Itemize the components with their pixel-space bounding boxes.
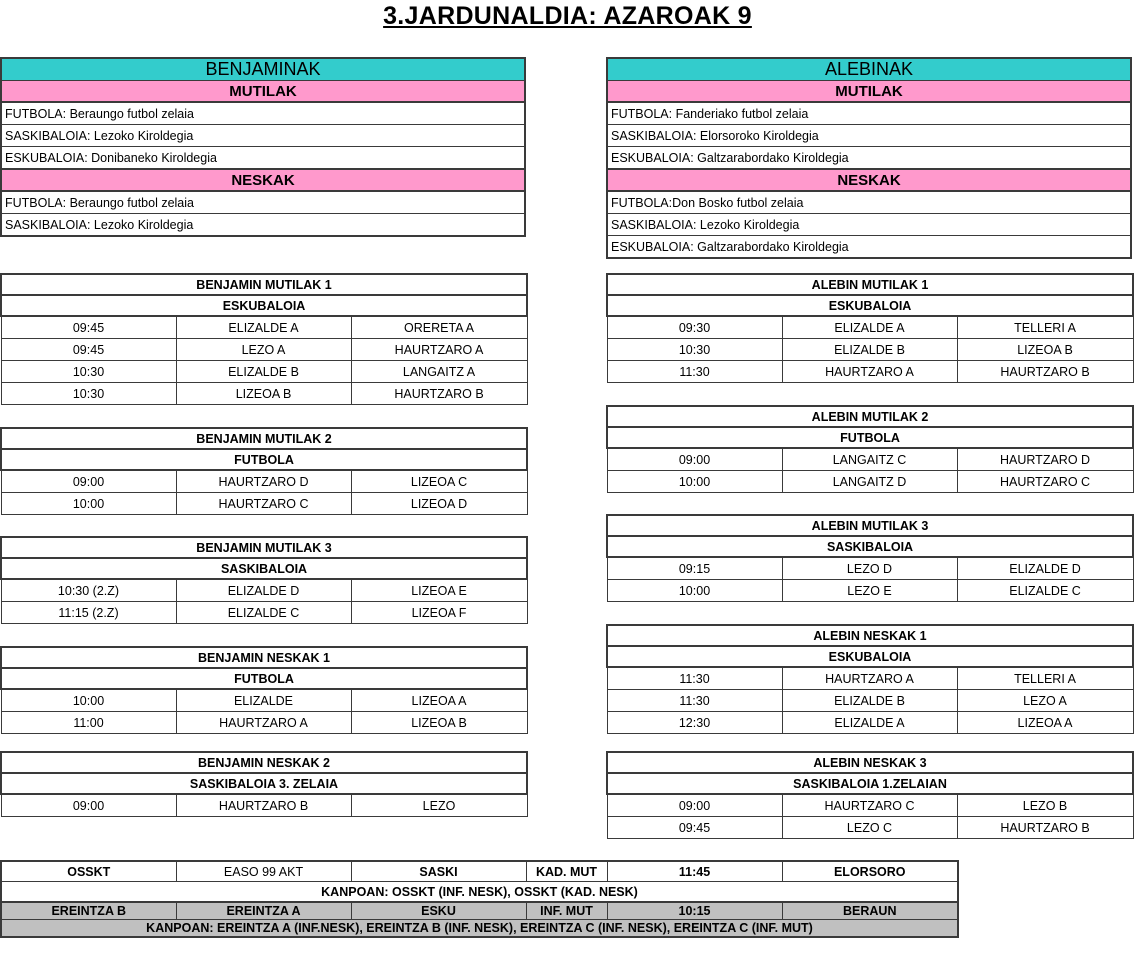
match-time: 09:00	[1, 470, 176, 493]
away-team: HAURTZARO B	[351, 383, 527, 405]
table-cell: SASKI	[351, 861, 526, 882]
home-team: HAURTZARO A	[176, 712, 351, 734]
away-team: LIZEOA A	[957, 712, 1133, 734]
venue-line: ESKUBALOIA: Donibaneko Kiroldegia	[1, 147, 525, 170]
table-row	[607, 690, 1133, 712]
venue-line: SASKIBALOIA: Lezoko Kiroldegia	[1, 214, 525, 237]
schedule-alebin-mutilak-2	[606, 405, 1134, 493]
table-row	[1, 579, 527, 602]
table-cell: ELORSORO	[782, 861, 958, 882]
table-row	[607, 471, 1133, 493]
schedule-benjamin-mutilak-3	[0, 536, 528, 624]
table-cell: EREINTZA A	[176, 902, 351, 920]
table-row	[1, 794, 527, 817]
external-row	[1, 902, 958, 920]
match-time: 12:30	[607, 712, 782, 734]
match-time: 11:30	[607, 361, 782, 383]
external-row	[1, 861, 958, 882]
table-row	[607, 316, 1133, 339]
away-team: HAURTZARO D	[957, 448, 1133, 471]
schedule-title: BENJAMIN MUTILAK 1	[1, 274, 527, 295]
table-row	[1, 316, 527, 339]
schedule-sport: FUTBOLA	[1, 668, 527, 689]
away-team: LIZEOA A	[351, 689, 527, 712]
schedule-sport: ESKUBALOIA	[607, 295, 1133, 316]
home-team: ELIZALDE	[176, 689, 351, 712]
schedule-benjamin-neskak-1	[0, 646, 528, 734]
home-team: LANGAITZ D	[782, 471, 957, 493]
away-team: ELIZALDE C	[957, 580, 1133, 602]
home-team: ELIZALDE B	[782, 339, 957, 361]
schedule-benjamin-mutilak-2	[0, 427, 528, 515]
page-title: 3.JARDUNALDIA: AZAROAK 9	[383, 2, 752, 30]
match-time: 11:15 (2.Z)	[1, 602, 176, 624]
schedule-title: BENJAMIN MUTILAK 3	[1, 537, 527, 558]
away-team: TELLERI A	[957, 316, 1133, 339]
venue-line: SASKIBALOIA: Lezoko Kiroldegia	[1, 125, 525, 147]
home-team: ELIZALDE A	[176, 316, 351, 339]
home-team: HAURTZARO B	[176, 794, 351, 817]
away-team: LIZEOA C	[351, 470, 527, 493]
table-cell: 11:45	[607, 861, 782, 882]
away-team: LEZO A	[957, 690, 1133, 712]
schedule-alebin-neskak-3	[606, 751, 1134, 839]
table-row	[607, 712, 1133, 734]
venue-line: ESKUBALOIA: Galtzarabordako Kiroldegia	[607, 236, 1131, 259]
venues-benjaminak	[0, 57, 526, 237]
home-team: ELIZALDE C	[176, 602, 351, 624]
table-row	[607, 794, 1133, 817]
match-time: 10:30 (2.Z)	[1, 579, 176, 602]
schedule-title: BENJAMIN NESKAK 2	[1, 752, 527, 773]
match-time: 10:00	[607, 580, 782, 602]
table-row	[1, 339, 527, 361]
away-team: LANGAITZ A	[351, 361, 527, 383]
away-team: ELIZALDE D	[957, 557, 1133, 580]
away-note: KANPOAN: OSSKT (INF. NESK), OSSKT (KAD. NESK)	[1, 882, 958, 903]
schedule-title: BENJAMIN MUTILAK 2	[1, 428, 527, 449]
schedule-title: ALEBIN NESKAK 1	[607, 625, 1133, 646]
home-team: LEZO E	[782, 580, 957, 602]
table-row	[607, 339, 1133, 361]
schedule-title: ALEBIN NESKAK 3	[607, 752, 1133, 773]
match-time: 09:45	[607, 817, 782, 839]
away-note: KANPOAN: EREINTZA A (INF.NESK), EREINTZA B (INF. NESK), EREINTZA C (INF. NESK), EREINTZA C (INF. MUT)	[1, 920, 958, 938]
match-time: 10:00	[1, 689, 176, 712]
schedule-alebin-mutilak-3	[606, 514, 1134, 602]
home-team: HAURTZARO D	[176, 470, 351, 493]
external-note-row	[1, 882, 958, 903]
away-team: LIZEOA D	[351, 493, 527, 515]
match-time: 10:30	[1, 383, 176, 405]
away-team: LIZEOA B	[351, 712, 527, 734]
home-team: LEZO A	[176, 339, 351, 361]
schedule-benjamin-mutilak-1	[0, 273, 528, 405]
venue-line: FUTBOLA:Don Bosko futbol zelaia	[611, 195, 804, 210]
match-time: 09:45	[1, 316, 176, 339]
venues-alebinak	[606, 57, 1132, 259]
away-team: LIZEOA B	[957, 339, 1133, 361]
table-cell: ESKU	[351, 902, 526, 920]
home-team: HAURTZARO C	[782, 794, 957, 817]
away-team: HAURTZARO B	[957, 361, 1133, 383]
schedule-title: ALEBIN MUTILAK 1	[607, 274, 1133, 295]
away-team: HAURTZARO B	[957, 817, 1133, 839]
home-team: LANGAITZ C	[782, 448, 957, 471]
table-row	[607, 448, 1133, 471]
home-team: LIZEOA B	[176, 383, 351, 405]
neskak-header: NESKAK	[1, 169, 525, 191]
schedule-sport: SASKIBALOIA	[607, 536, 1133, 557]
mutilak-header: MUTILAK	[1, 81, 525, 103]
table-row	[607, 580, 1133, 602]
venue-line: SASKIBALOIA: Lezoko Kiroldegia	[607, 214, 1131, 236]
schedule-sport: SASKIBALOIA 3. ZELAIA	[1, 773, 527, 794]
away-team: LIZEOA F	[351, 602, 527, 624]
table-row	[607, 817, 1133, 839]
venue-line: FUTBOLA: Fanderiako futbol zelaia	[611, 106, 809, 121]
schedule-title: ALEBIN MUTILAK 3	[607, 515, 1133, 536]
table-row	[1, 493, 527, 515]
table-row	[607, 557, 1133, 580]
home-team: HAURTZARO C	[176, 493, 351, 515]
table-row	[607, 667, 1133, 690]
table-row	[1, 383, 527, 405]
home-team: ELIZALDE B	[176, 361, 351, 383]
match-time: 10:30	[607, 339, 782, 361]
match-time: 09:00	[1, 794, 176, 817]
table-row	[1, 470, 527, 493]
schedule-benjamin-neskak-2	[0, 751, 528, 817]
home-team: ELIZALDE A	[782, 712, 957, 734]
home-team: HAURTZARO A	[782, 667, 957, 690]
match-time: 11:30	[607, 667, 782, 690]
neskak-header: NESKAK	[607, 169, 1131, 191]
schedule-sport: SASKIBALOIA	[1, 558, 527, 579]
schedule-sport: SASKIBALOIA 1.ZELAIAN	[607, 773, 1133, 794]
table-cell: BERAUN	[782, 902, 958, 920]
table-cell: KAD. MUT	[526, 861, 607, 882]
home-team: LEZO C	[782, 817, 957, 839]
schedule-sport: ESKUBALOIA	[1, 295, 527, 316]
venue-line: ESKUBALOIA: Galtzarabordako Kiroldegia	[607, 147, 1131, 170]
match-time: 09:00	[607, 794, 782, 817]
table-row	[1, 602, 527, 624]
table-cell: OSSKT	[1, 861, 176, 882]
external-games-table	[0, 860, 959, 938]
schedule-sport: ESKUBALOIA	[607, 646, 1133, 667]
table-row	[1, 361, 527, 383]
schedule-alebin-mutilak-1	[606, 273, 1134, 383]
match-time: 10:00	[607, 471, 782, 493]
match-time: 09:30	[607, 316, 782, 339]
away-team: HAURTZARO C	[957, 471, 1133, 493]
match-time: 09:15	[607, 557, 782, 580]
match-time: 09:45	[1, 339, 176, 361]
home-team: ELIZALDE A	[782, 316, 957, 339]
match-time: 09:00	[607, 448, 782, 471]
match-time: 10:00	[1, 493, 176, 515]
home-team: LEZO D	[782, 557, 957, 580]
away-team: LIZEOA E	[351, 579, 527, 602]
venue-line: FUTBOLA: Beraungo futbol zelaia	[5, 195, 194, 210]
home-team: HAURTZARO A	[782, 361, 957, 383]
category-header: ALEBINAK	[607, 58, 1131, 81]
match-time: 10:30	[1, 361, 176, 383]
category-header: BENJAMINAK	[1, 58, 525, 81]
away-team: TELLERI A	[957, 667, 1133, 690]
schedule-title: ALEBIN MUTILAK 2	[607, 406, 1133, 427]
table-cell: EASO 99 AKT	[176, 861, 351, 882]
external-note-row	[1, 920, 958, 938]
mutilak-header: MUTILAK	[607, 81, 1131, 103]
table-row	[1, 712, 527, 734]
table-cell: 10:15	[607, 902, 782, 920]
table-row	[607, 361, 1133, 383]
schedule-sport: FUTBOLA	[607, 427, 1133, 448]
schedule-title: BENJAMIN NESKAK 1	[1, 647, 527, 668]
away-team: LEZO B	[957, 794, 1133, 817]
away-team: HAURTZARO A	[351, 339, 527, 361]
match-time: 11:00	[1, 712, 176, 734]
home-team: ELIZALDE B	[782, 690, 957, 712]
table-row	[1, 689, 527, 712]
table-cell: INF. MUT	[526, 902, 607, 920]
schedule-alebin-neskak-1	[606, 624, 1134, 734]
match-time: 11:30	[607, 690, 782, 712]
away-team: LEZO	[351, 794, 527, 817]
schedule-sport: FUTBOLA	[1, 449, 527, 470]
venue-line: FUTBOLA: Beraungo futbol zelaia	[5, 106, 194, 121]
away-team: ORERETA A	[351, 316, 527, 339]
venue-line: SASKIBALOIA: Elorsoroko Kiroldegia	[607, 125, 1131, 147]
table-cell: EREINTZA B	[1, 902, 176, 920]
home-team: ELIZALDE D	[176, 579, 351, 602]
